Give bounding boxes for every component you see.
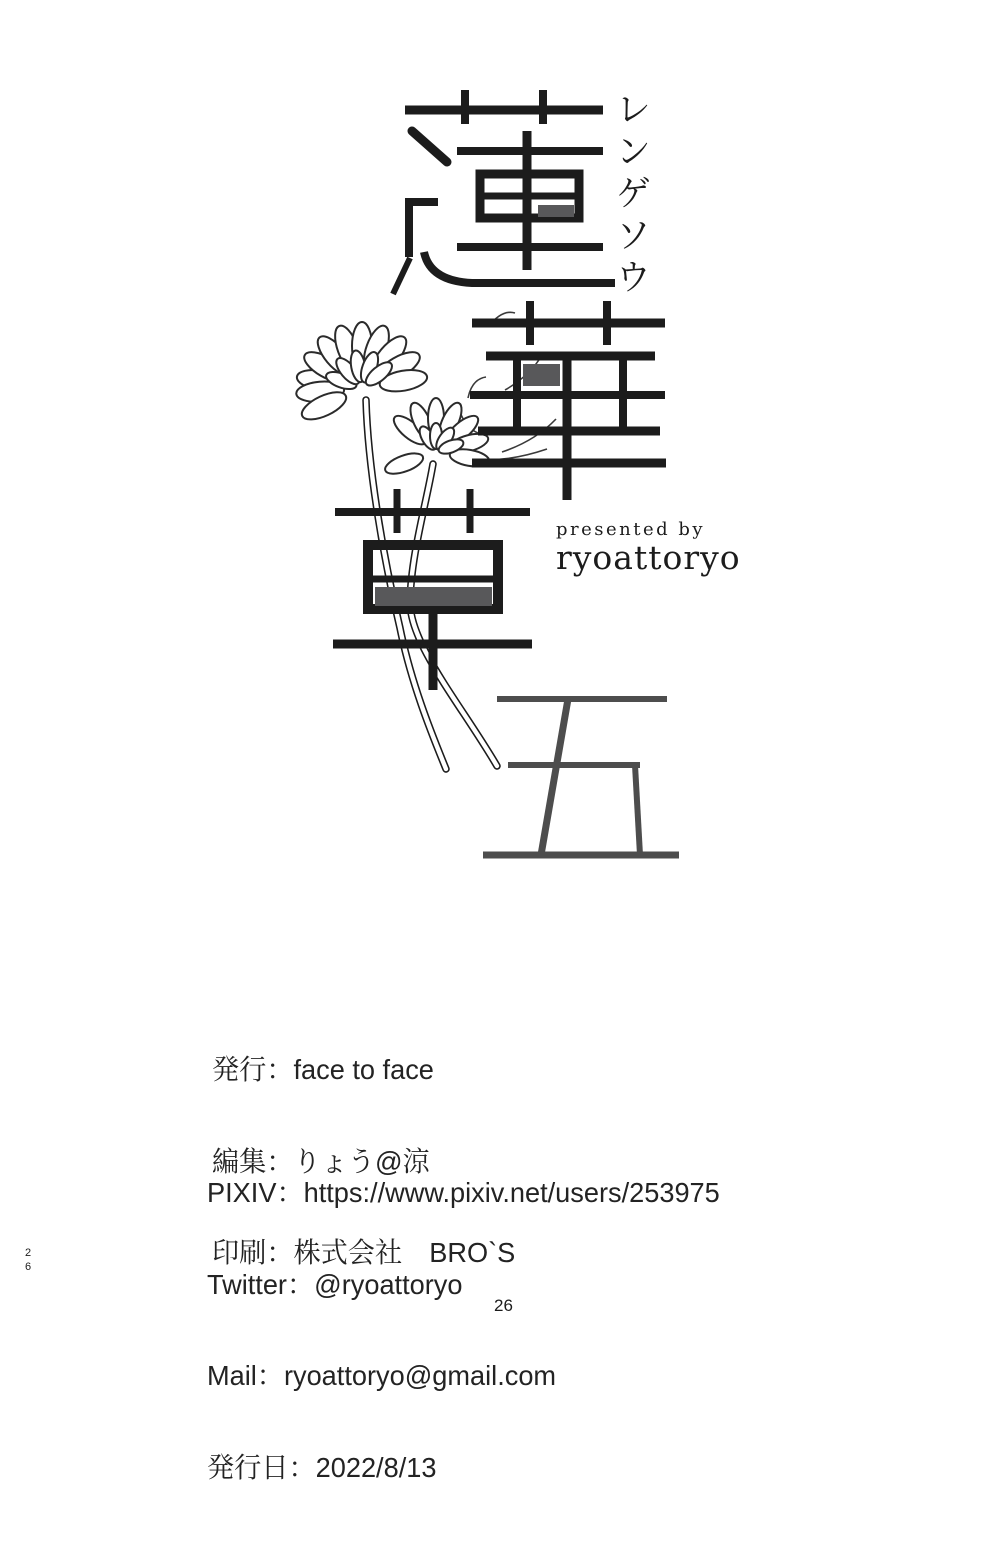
presented-by-block: [556, 519, 741, 577]
accent-rect-hana: [523, 364, 560, 386]
printer-line: 印刷：株式会社 BRO`S: [212, 1237, 516, 1268]
publisher-line: 発行：face to face: [212, 1054, 434, 1085]
flower-head-1: [295, 322, 429, 425]
author-name: ryoattoryo: [556, 537, 741, 577]
presented-by-label: presented by: [556, 519, 706, 540]
contact-info: [207, 1117, 720, 1544]
issue-date-line: 発行日：2022/8/13: [207, 1451, 437, 1483]
mail-line: Mail：ryoattoryo@gmail.com: [207, 1360, 557, 1391]
pixiv-line: PIXIV：https://www.pixiv.net/users/253975: [207, 1177, 720, 1208]
twitter-line: Twitter：@ryoattoryo: [207, 1268, 463, 1300]
page-number: 26: [494, 1296, 513, 1315]
title-kanji-hana-art: [470, 301, 666, 500]
title-kanji-sou-art: [333, 489, 532, 690]
accent-rect-sou: [375, 587, 492, 606]
title-reading-vertical: レンゲソウ: [610, 90, 651, 300]
editor-line: 編集：りょう@涼: [212, 1145, 430, 1177]
title-kanji-ren-art: [393, 90, 615, 294]
flower-illustration: [295, 312, 556, 769]
flower-head-2: [383, 398, 491, 478]
sepal-curve: [488, 312, 515, 327]
volume-kanji-art: [483, 699, 679, 855]
accent-rect-ren: [538, 205, 574, 217]
spine-page-number: 26: [22, 1247, 34, 1275]
